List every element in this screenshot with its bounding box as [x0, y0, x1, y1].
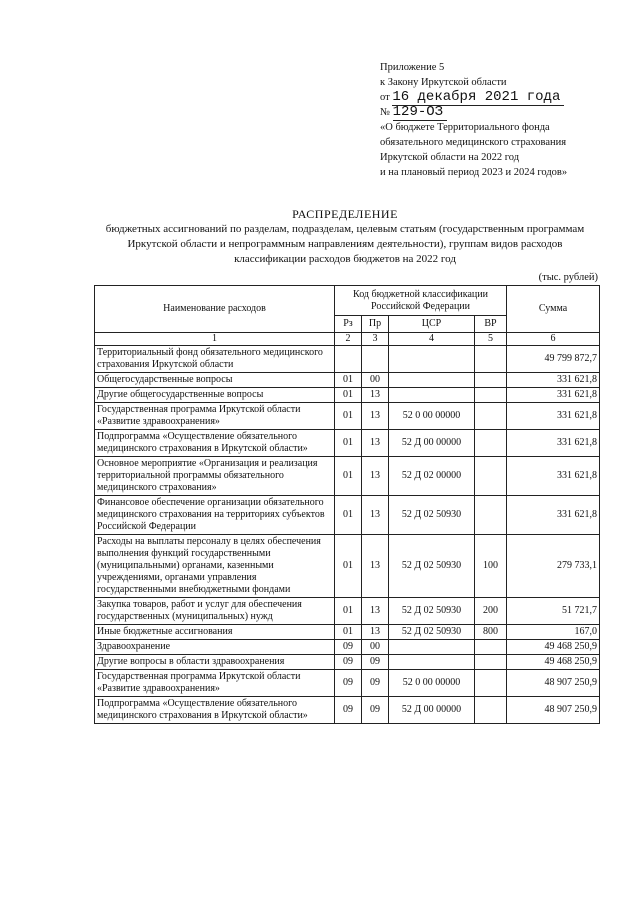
row-name-cell: Государственная программа Иркутской области «Развитие здравоохранения» [95, 403, 335, 430]
row-csr-cell [389, 373, 475, 388]
header-csr: ЦСР [389, 316, 475, 333]
row-name-cell: Государственная программа Иркутской области «Развитие здравоохранения» [95, 670, 335, 697]
budget-table [94, 285, 600, 724]
row-sum-cell: 331 621,8 [507, 403, 600, 430]
row-vr-cell: 800 [475, 625, 507, 640]
row-vr-cell: 100 [475, 535, 507, 598]
table-row [95, 346, 600, 373]
appendix-block [380, 60, 630, 180]
row-csr-cell: 52 Д 02 00000 [389, 457, 475, 496]
row-csr-cell: 52 0 00 00000 [389, 403, 475, 430]
row-csr-cell: 52 Д 02 50930 [389, 598, 475, 625]
col-number: 6 [507, 333, 600, 346]
row-rz-cell: 01 [335, 430, 362, 457]
table-row [95, 625, 600, 640]
row-csr-cell [389, 655, 475, 670]
row-sum-cell: 167,0 [507, 625, 600, 640]
appendix-date-line [380, 90, 630, 105]
row-pr-cell: 09 [362, 655, 389, 670]
header-row [95, 286, 600, 316]
row-csr-cell [389, 346, 475, 373]
law-title-line-1: «О бюджете Территориального фонда [380, 122, 550, 133]
header-code-group: Код бюджетной классификации Российской Федерации [335, 286, 507, 316]
row-name-cell: Закупка товаров, работ и услуг для обеспечения государственных (муниципальных) нужд [95, 598, 335, 625]
row-name-cell: Основное мероприятие «Организация и реализация территориальной программы обязательного медицинского страхования» [95, 457, 335, 496]
header-vr: ВР [475, 316, 507, 333]
table-row [95, 697, 600, 724]
row-csr-cell: 52 Д 02 50930 [389, 496, 475, 535]
row-pr-cell: 13 [362, 388, 389, 403]
row-name-cell: Общегосударственные вопросы [95, 373, 335, 388]
row-name-cell: Расходы на выплаты персоналу в целях обеспечения выполнения функций государственными (муниципальными) органами, казенными учреждениями, органами управления государственными внебюджетными фондами [95, 535, 335, 598]
table-row [95, 373, 600, 388]
row-pr-cell: 09 [362, 670, 389, 697]
row-pr-cell: 13 [362, 598, 389, 625]
row-rz-cell: 01 [335, 403, 362, 430]
row-rz-cell: 09 [335, 697, 362, 724]
header-rz: Рз [335, 316, 362, 333]
column-number-row [95, 333, 600, 346]
row-vr-cell [475, 346, 507, 373]
row-pr-cell: 13 [362, 535, 389, 598]
row-sum-cell: 331 621,8 [507, 496, 600, 535]
row-name-cell: Другие вопросы в области здравоохранения [95, 655, 335, 670]
row-rz-cell: 01 [335, 496, 362, 535]
row-sum-cell: 331 621,8 [507, 457, 600, 496]
law-title-line-2: обязательного медицинского страхования [380, 137, 567, 148]
row-vr-cell [475, 496, 507, 535]
row-sum-cell: 48 907 250,9 [507, 670, 600, 697]
number-sign: № [380, 107, 391, 118]
row-rz-cell: 01 [335, 535, 362, 598]
row-sum-cell: 49 799 872,7 [507, 346, 600, 373]
row-rz-cell [335, 346, 362, 373]
row-vr-cell [475, 403, 507, 430]
row-vr-cell [475, 697, 507, 724]
row-pr-cell: 09 [362, 697, 389, 724]
row-name-cell: Другие общегосударственные вопросы [95, 388, 335, 403]
row-rz-cell: 09 [335, 670, 362, 697]
row-pr-cell: 13 [362, 496, 389, 535]
row-vr-cell [475, 655, 507, 670]
row-rz-cell: 01 [335, 388, 362, 403]
col-number: 2 [335, 333, 362, 346]
row-vr-cell [475, 373, 507, 388]
row-csr-cell [389, 388, 475, 403]
law-title-line-4: и на плановый период 2023 и 2024 годов» [380, 167, 568, 178]
row-sum-cell: 279 733,1 [507, 535, 600, 598]
row-sum-cell: 331 621,8 [507, 373, 600, 388]
law-title-line-3: Иркутской области на 2022 год [380, 152, 520, 163]
row-rz-cell: 01 [335, 625, 362, 640]
row-vr-cell: 200 [475, 598, 507, 625]
table-row [95, 535, 600, 598]
col-number: 1 [95, 333, 335, 346]
table-row [95, 430, 600, 457]
row-sum-cell: 49 468 250,9 [507, 640, 600, 655]
table-row [95, 496, 600, 535]
row-csr-cell [389, 640, 475, 655]
table-row [95, 670, 600, 697]
row-csr-cell: 52 Д 00 00000 [389, 697, 475, 724]
row-vr-cell [475, 640, 507, 655]
row-rz-cell: 01 [335, 457, 362, 496]
row-name-cell: Здравоохранение [95, 640, 335, 655]
row-csr-cell: 52 Д 02 50930 [389, 535, 475, 598]
units-label: (тыс. рублей) [538, 272, 598, 283]
row-pr-cell: 13 [362, 430, 389, 457]
row-sum-cell: 48 907 250,9 [507, 697, 600, 724]
law-date: 16 декабря 2021 года [392, 89, 564, 106]
table-row [95, 640, 600, 655]
appendix-law-reference: к Закону Иркутской области [380, 77, 507, 88]
document-heading [95, 207, 595, 267]
row-name-cell: Подпрограмма «Осуществление обязательного медицинского страхования в Иркутской области» [95, 697, 335, 724]
row-pr-cell: 00 [362, 373, 389, 388]
row-pr-cell: 13 [362, 457, 389, 496]
row-sum-cell: 331 621,8 [507, 388, 600, 403]
appendix-title: Приложение 5 [380, 62, 445, 73]
row-rz-cell: 09 [335, 640, 362, 655]
budget-table-body [95, 346, 600, 724]
row-rz-cell: 01 [335, 373, 362, 388]
col-number: 3 [362, 333, 389, 346]
header-pr: Пр [362, 316, 389, 333]
row-csr-cell: 52 Д 02 50930 [389, 625, 475, 640]
row-vr-cell [475, 388, 507, 403]
heading-line-3: классификации расходов бюджетов на 2022 год [234, 253, 456, 265]
row-pr-cell: 13 [362, 625, 389, 640]
row-name-cell: Финансовое обеспечение организации обязательного медицинского страхования на территориях субъектов Российской Федерации [95, 496, 335, 535]
law-number: 129-ОЗ [393, 104, 447, 121]
row-sum-cell: 331 621,8 [507, 430, 600, 457]
table-row [95, 655, 600, 670]
table-row [95, 598, 600, 625]
table-row [95, 457, 600, 496]
table-row [95, 403, 600, 430]
header-sum: Сумма [507, 286, 600, 333]
row-name-cell: Иные бюджетные ассигнования [95, 625, 335, 640]
row-rz-cell: 01 [335, 598, 362, 625]
row-vr-cell [475, 457, 507, 496]
row-sum-cell: 49 468 250,9 [507, 655, 600, 670]
date-prefix: от [380, 92, 390, 103]
col-number: 4 [389, 333, 475, 346]
row-vr-cell [475, 670, 507, 697]
table-row [95, 388, 600, 403]
row-csr-cell: 52 Д 00 00000 [389, 430, 475, 457]
heading-line-2: Иркутской области и непрограммным направлениям деятельности), группам видов расходов [127, 238, 563, 250]
row-name-cell: Территориальный фонд обязательного медицинского страхования Иркутской области [95, 346, 335, 373]
appendix-number-line [380, 105, 630, 120]
row-csr-cell: 52 0 00 00000 [389, 670, 475, 697]
row-rz-cell: 09 [335, 655, 362, 670]
heading-line-1: бюджетных ассигнований по разделам, подразделам, целевым статьям (государственным программам [105, 223, 585, 235]
col-number: 5 [475, 333, 507, 346]
row-pr-cell: 00 [362, 640, 389, 655]
row-name-cell: Подпрограмма «Осуществление обязательного медицинского страхования в Иркутской области» [95, 430, 335, 457]
row-pr-cell [362, 346, 389, 373]
row-vr-cell [475, 430, 507, 457]
row-pr-cell: 13 [362, 403, 389, 430]
header-name: Наименование расходов [95, 286, 335, 333]
document-title: РАСПРЕДЕЛЕНИЕ [292, 207, 398, 221]
row-sum-cell: 51 721,7 [507, 598, 600, 625]
